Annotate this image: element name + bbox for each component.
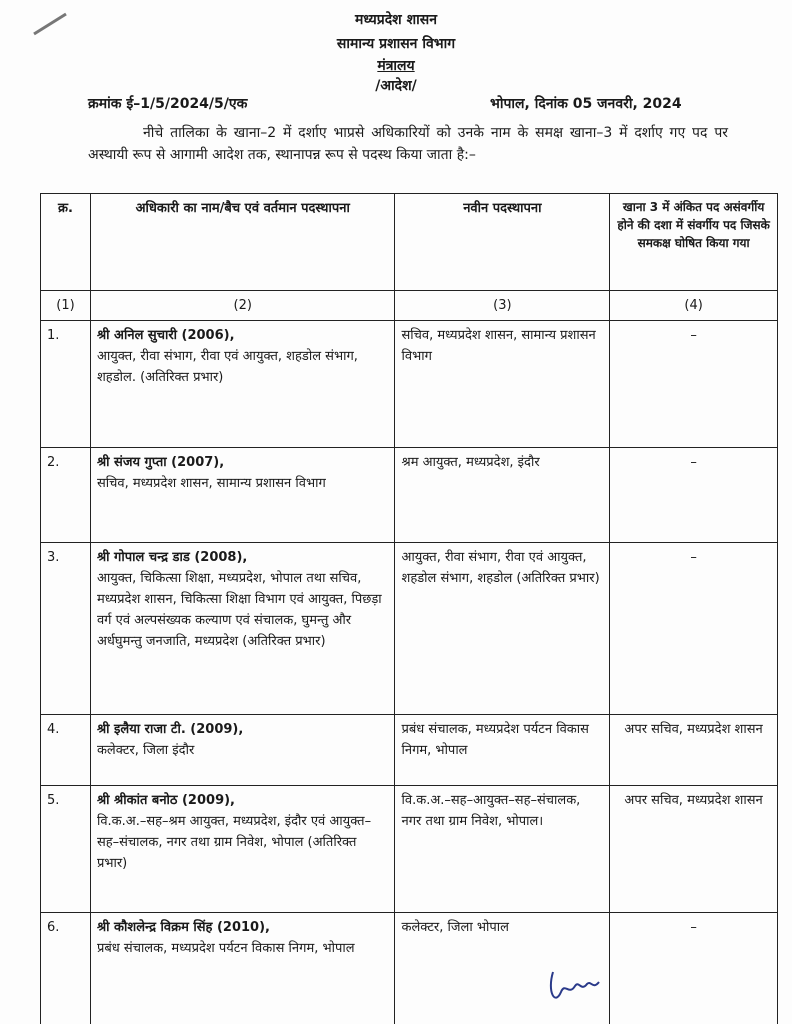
table-row: [41, 715, 778, 786]
officer-cell: [90, 715, 395, 786]
new-posting: कलेक्टर, जिला भोपाल: [395, 913, 610, 1024]
current-posting: कलेक्टर, जिला इंदौर: [96, 743, 195, 758]
col-number: (3): [395, 291, 610, 321]
officer-name: श्री कौशलेन्द्र विक्रम सिंह (2010),: [96, 920, 270, 935]
signature: [545, 962, 605, 1012]
table-row: [41, 448, 778, 543]
officer-cell: [90, 321, 395, 448]
equivalent-post: –: [610, 448, 778, 543]
new-posting: वि.क.अ.–सह–आयुक्त–सह–संचालक, नगर तथा ग्राम निवेश, भोपाल।: [395, 786, 610, 913]
equivalent-post: –: [610, 543, 778, 715]
col-number: (1): [41, 291, 91, 321]
col-number: (2): [90, 291, 395, 321]
officer-cell: [90, 448, 395, 543]
table-row: [41, 913, 778, 1024]
header-ministry: मंत्रालय: [377, 58, 415, 74]
equivalent-post: अपर सचिव, मध्यप्रदेश शासन: [610, 786, 778, 913]
posting-table: [40, 193, 778, 1024]
table-row: [41, 543, 778, 715]
table-row: [41, 321, 778, 448]
place-date: भोपाल, दिनांक 05 जनवरी, 2024: [490, 96, 682, 112]
table-header-row: [41, 194, 778, 291]
header-equivalent: खाना 3 में अंकित पद असंवर्गीय होने की दशा में संवर्गीय पद जिसके समकक्ष घोषित किया गया: [610, 194, 778, 291]
current-posting: आयुक्त, रीवा संभाग, रीवा एवं आयुक्त, शहडोल संभाग, शहडोल. (अतिरिक्त प्रभार): [96, 349, 358, 385]
header-officer: अधिकारी का नाम/बैच एवं वर्तमान पदस्थापना: [90, 194, 395, 291]
new-posting: श्रम आयुक्त, मध्यप्रदेश, इंदौर: [395, 448, 610, 543]
equivalent-post: –: [610, 321, 778, 448]
new-posting: प्रबंध संचालक, मध्यप्रदेश पर्यटन विकास निगम, भोपाल: [395, 715, 610, 786]
serial-number: 5.: [41, 786, 91, 913]
officer-name: श्री अनिल सुचारी (2006),: [96, 328, 235, 343]
officer-name: श्री गोपाल चन्द्र डाड (2008),: [96, 550, 248, 565]
current-posting: प्रबंध संचालक, मध्यप्रदेश पर्यटन विकास निगम, भोपाल: [96, 941, 355, 956]
serial-number: 1.: [41, 321, 91, 448]
officer-name: श्री इलैया राजा टी. (2009),: [96, 722, 244, 737]
order-number: क्रमांक ई–1/5/2024/5/एक: [88, 96, 248, 112]
header-serial: क्र.: [41, 194, 91, 291]
serial-number: 6.: [41, 913, 91, 1024]
equivalent-post: अपर सचिव, मध्यप्रदेश शासन: [610, 715, 778, 786]
officer-cell: [90, 786, 395, 913]
header-department: सामान्य प्रशासन विभाग: [336, 36, 456, 52]
serial-number: 4.: [41, 715, 91, 786]
intro-paragraph: नीचे तालिका के खाना–2 में दर्शाए भाप्रसे अधिकारियों को उनके नाम के समक्ष खाना–3 में दर्शाए गए पद पर अस्थायी रूप से आगामी आदेश तक, स्थानापन्न रूप से पदस्थ किया जाता है:–: [88, 125, 728, 163]
table-row: [41, 786, 778, 913]
equivalent-post: –: [610, 913, 778, 1024]
officer-name: श्री संजय गुप्ता (2007),: [96, 455, 225, 470]
column-number-row: [41, 291, 778, 321]
header-new-posting: नवीन पदस्थापना: [395, 194, 610, 291]
current-posting: वि.क.अ.–सह–श्रम आयुक्त, मध्यप्रदेश, इंदौर एवं आयुक्त–सह–संचालक, नगर तथा ग्राम निवेश, भोपाल (अतिरिक्त प्रभार): [96, 814, 372, 871]
current-posting: सचिव, मध्यप्रदेश शासन, सामान्य प्रशासन विभाग: [96, 476, 326, 491]
current-posting: आयुक्त, चिकित्सा शिक्षा, मध्यप्रदेश, भोपाल तथा सचिव, मध्यप्रदेश शासन, चिकित्सा शिक्षा विभाग एवं आयुक्त, पिछड़ा वर्ग एवं अल्पसंख्यक कल्याण एवं संचालक, घुमन्तु और अर्धघुमन्तु जनजाति, मध्यप्रदेश (अतिरिक्त प्रभार): [96, 571, 382, 649]
new-posting: आयुक्त, रीवा संभाग, रीवा एवं आयुक्त, शहडोल संभाग, शहडोल (अतिरिक्त प्रभार): [395, 543, 610, 715]
header-order: /आदेश/: [375, 78, 417, 94]
serial-number: 3.: [41, 543, 91, 715]
header-government: मध्यप्रदेश शासन: [355, 12, 437, 28]
new-posting: सचिव, मध्यप्रदेश शासन, सामान्य प्रशासन विभाग: [395, 321, 610, 448]
officer-cell: [90, 913, 395, 1024]
officer-cell: [90, 543, 395, 715]
col-number: (4): [610, 291, 778, 321]
officer-name: श्री श्रीकांत बनोठ (2009),: [96, 793, 235, 808]
serial-number: 2.: [41, 448, 91, 543]
